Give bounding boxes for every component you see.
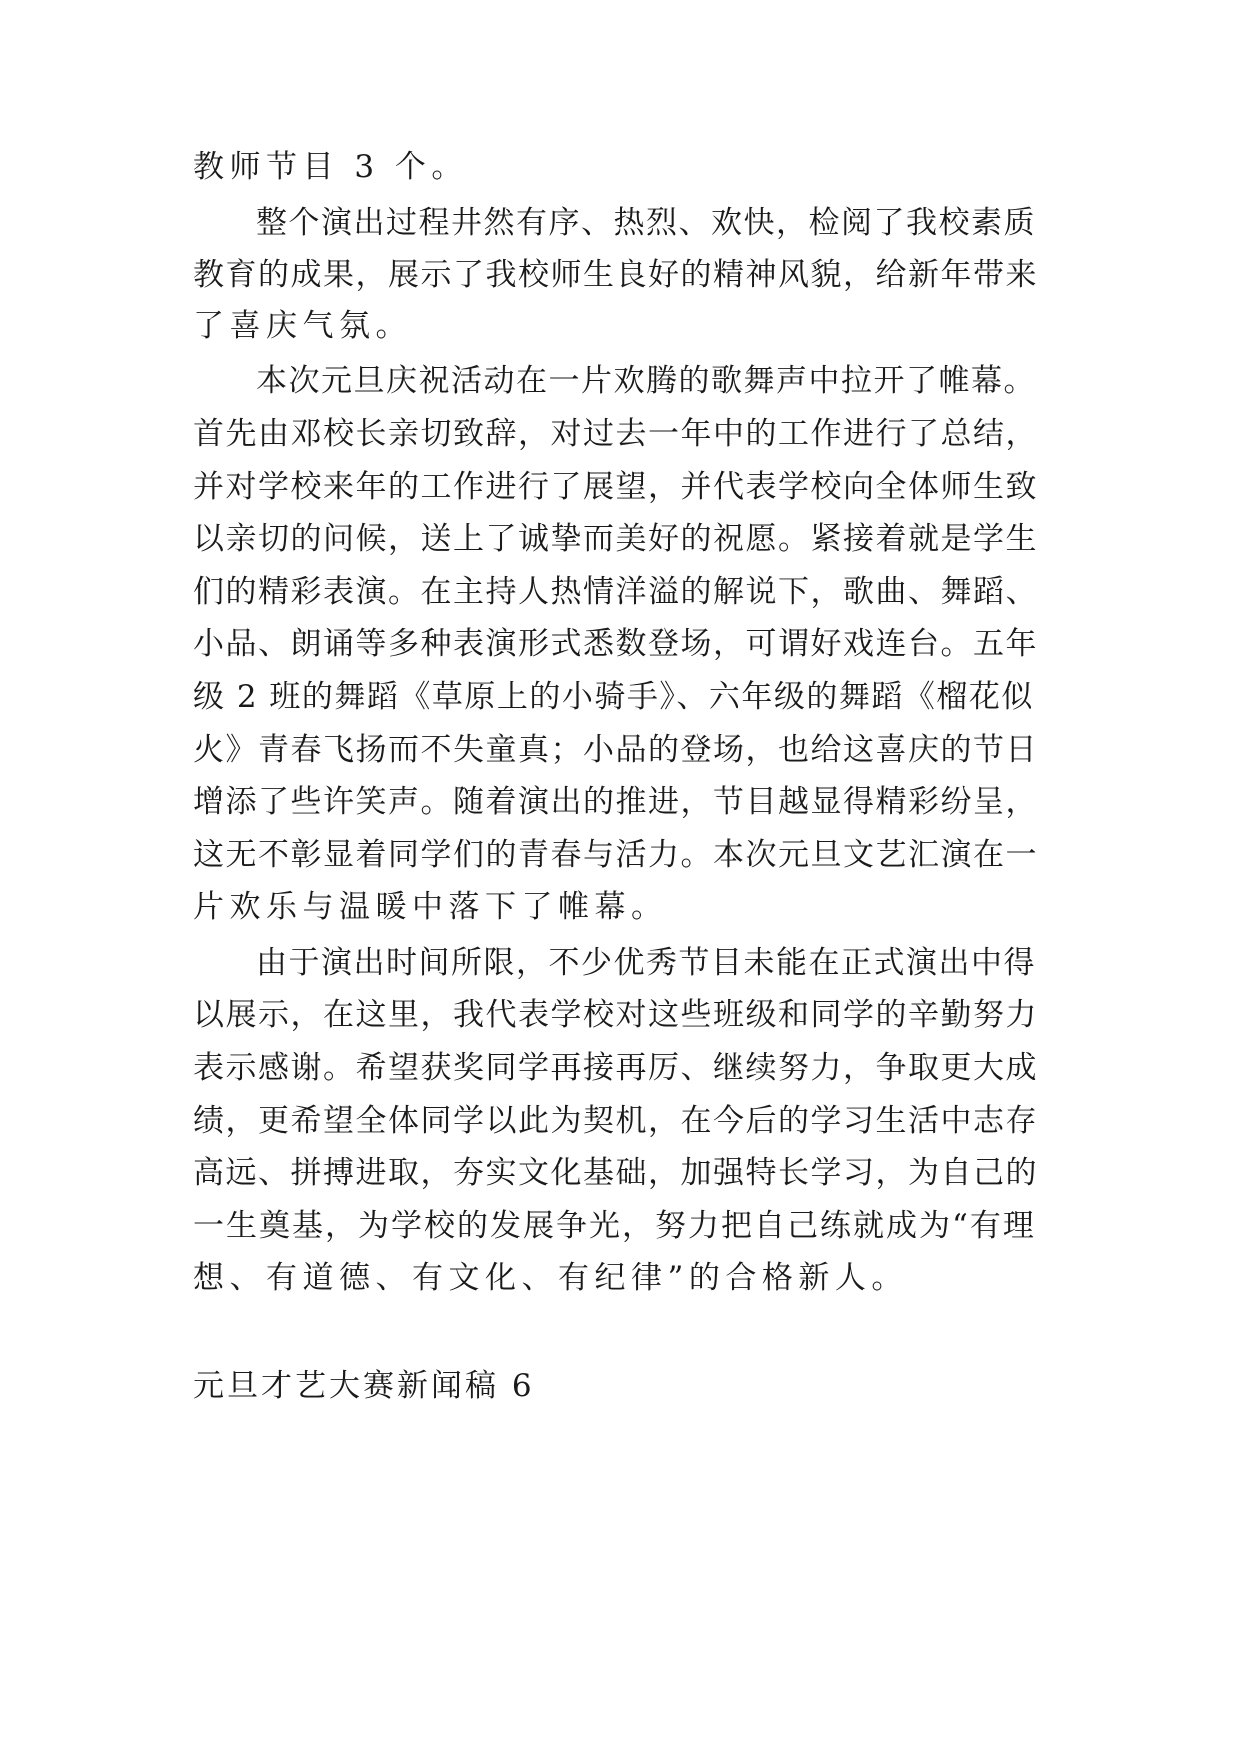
paragraph-line: 级 2 班的舞蹈《草原上的小骑手》、六年级的舞蹈《榴花似	[193, 679, 1034, 715]
paragraph-line: 以亲切的问候，送上了诚挚而美好的祝愿。紧接着就是学生	[193, 521, 1038, 557]
paragraph-line: 本次元旦庆祝活动在一片欢腾的歌舞声中拉开了帷幕。	[256, 363, 1036, 399]
paragraph-line: 一生奠基，为学校的发展争光，努力把自己练就成为“有理	[193, 1208, 1036, 1244]
paragraph-line: 教育的成果，展示了我校师生良好的精神风貌，给新年带来	[193, 257, 1038, 293]
paragraph-line: 片欢乐与温暖中落下了帷幕。	[193, 889, 668, 925]
paragraph-line: 小品、朗诵等多种表演形式悉数登场，可谓好戏连台。五年	[193, 626, 1038, 662]
paragraph-line: 想、有道德、有文化、有纪律”的合格新人。	[193, 1260, 908, 1296]
paragraph-line: 表示感谢。希望获奖同学再接再厉、继续努力，争取更大成	[193, 1050, 1038, 1086]
paragraph-line: 以展示，在这里，我代表学校对这些班级和同学的辛勤努力	[193, 997, 1038, 1033]
paragraph-line: 绩，更希望全体同学以此为契机，在今后的学习生活中志存	[193, 1103, 1038, 1139]
paragraph-line: 首先由邓校长亲切致辞，对过去一年中的工作进行了总结，	[193, 416, 1038, 452]
section-heading: 元旦才艺大赛新闻稿 6	[193, 1368, 535, 1404]
paragraph-line: 并对学校来年的工作进行了展望，并代表学校向全体师生致	[193, 469, 1038, 505]
paragraph-line: 增添了些许笑声。随着演出的推进，节目越显得精彩纷呈，	[193, 784, 1038, 820]
paragraph-line: 们的精彩表演。在主持人热情洋溢的解说下，歌曲、舞蹈、	[193, 574, 1038, 610]
paragraph-line: 火》青春飞扬而不失童真；小品的登场，也给这喜庆的节日	[193, 732, 1038, 768]
paragraph-line: 教师节目 3 个。	[193, 149, 468, 185]
paragraph-line: 由于演出时间所限，不少优秀节目未能在正式演出中得	[256, 945, 1036, 981]
paragraph-line: 了喜庆气氛。	[193, 308, 412, 344]
paragraph-line: 这无不彰显着同学们的青春与活力。本次元旦文艺汇演在一	[193, 837, 1038, 873]
paragraph-line: 高远、拼搏进取，夯实文化基础，加强特长学习，为自己的	[193, 1155, 1038, 1191]
paragraph-line: 整个演出过程井然有序、热烈、欢快，检阅了我校素质	[256, 205, 1036, 241]
